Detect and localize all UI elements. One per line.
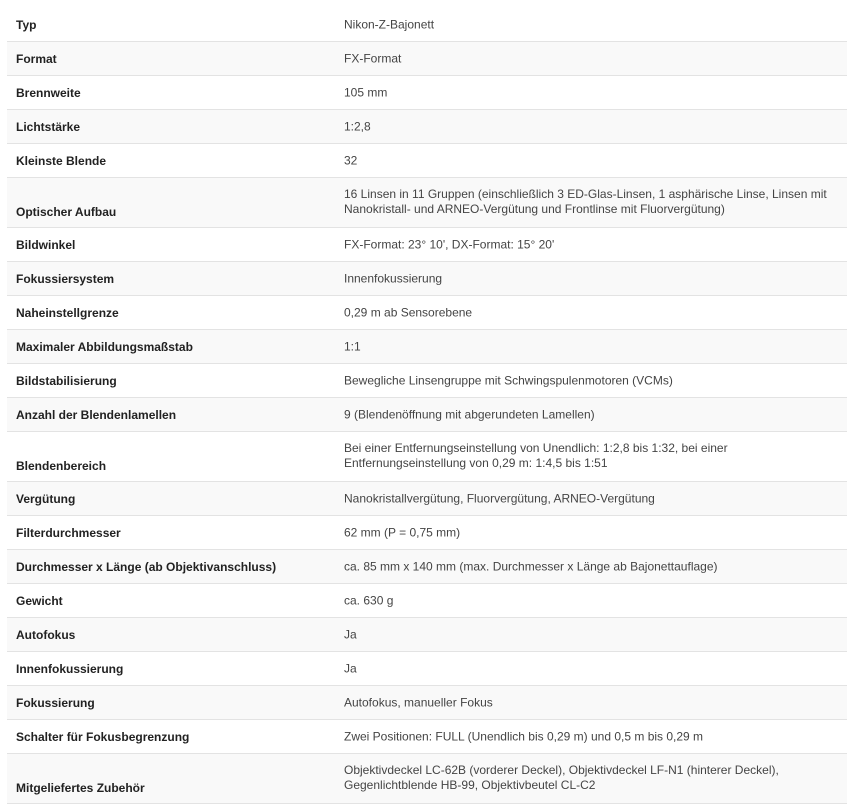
spec-row <box>7 754 847 804</box>
spec-row <box>7 228 847 262</box>
spec-value: 0,29 m ab Sensorebene <box>344 305 473 319</box>
spec-value: ca. 630 g <box>344 593 394 607</box>
spec-value: Nanokristallvergütung, Fluorvergütung, ARNEO-Vergütung <box>344 491 655 505</box>
spec-label: Innenfokussierung <box>16 661 124 676</box>
spec-value: Ja <box>344 627 357 641</box>
spec-row <box>7 262 847 296</box>
spec-row <box>7 516 847 550</box>
spec-value: FX-Format: 23° 10', DX-Format: 15° 20' <box>344 237 555 251</box>
spec-row <box>7 652 847 686</box>
spec-row <box>7 178 847 228</box>
spec-label: Maximaler Abbildungsmaßstab <box>16 339 193 354</box>
spec-row <box>7 686 847 720</box>
spec-label: Fokussierung <box>16 695 95 710</box>
spec-value: 16 Linsen in 11 Gruppen (einschließlich 3 ED-Glas-Linsen, 1 asphärische Linse, Linsen mit Nanokristall- und ARNEO-Vergütung und Frontlinse mit Fluorvergütung) <box>344 187 827 216</box>
spec-label: Optischer Aufbau <box>16 205 117 219</box>
spec-label: Blendenbereich <box>16 459 107 473</box>
spec-label: Schalter für Fokusbegrenzung <box>16 729 190 744</box>
spec-value: 32 <box>344 153 358 167</box>
spec-value: Innenfokussierung <box>344 271 443 285</box>
spec-value: 1:1 <box>344 339 361 353</box>
spec-row <box>7 432 847 482</box>
spec-label: Anzahl der Blendenlamellen <box>16 407 177 422</box>
spec-label: Autofokus <box>16 627 76 642</box>
spec-value: 105 mm <box>344 85 388 99</box>
spec-label: Naheinstellgrenze <box>16 305 119 320</box>
spec-label: Format <box>16 51 57 66</box>
spec-value: Bei einer Entfernungseinstellung von Unendlich: 1:2,8 bis 1:32, bei einer Entfernungseinstellung von 0,29 m: 1:4,5 bis 1:51 <box>344 441 728 470</box>
spec-row <box>7 398 847 432</box>
spec-row <box>7 584 847 618</box>
spec-row <box>7 720 847 754</box>
spec-row <box>7 364 847 398</box>
spec-table <box>7 8 847 804</box>
spec-row <box>7 42 847 76</box>
spec-row <box>7 618 847 652</box>
spec-label: Brennweite <box>16 85 81 100</box>
spec-value: Bewegliche Linsengruppe mit Schwingspulenmotoren (VCMs) <box>344 373 673 387</box>
spec-value: 62 mm (P = 0,75 mm) <box>344 525 461 539</box>
spec-value: Ja <box>344 661 357 675</box>
spec-label: Vergütung <box>16 491 76 506</box>
spec-row <box>7 110 847 144</box>
spec-row <box>7 550 847 584</box>
spec-value: Autofokus, manueller Fokus <box>344 695 493 709</box>
spec-row <box>7 76 847 110</box>
spec-label: Fokussiersystem <box>16 271 115 286</box>
spec-label: Mitgeliefertes Zubehör <box>16 781 145 795</box>
spec-label: Lichtstärke <box>16 119 81 134</box>
spec-label: Typ <box>16 17 37 32</box>
spec-label: Gewicht <box>16 593 63 608</box>
spec-row <box>7 8 847 42</box>
spec-value: FX-Format <box>344 51 402 65</box>
spec-row <box>7 296 847 330</box>
spec-value: ca. 85 mm x 140 mm (max. Durchmesser x Länge ab Bajonettauflage) <box>344 559 718 573</box>
spec-label: Bildwinkel <box>16 237 76 252</box>
spec-value: Nikon-Z-Bajonett <box>344 17 435 31</box>
spec-row <box>7 144 847 178</box>
spec-label: Durchmesser x Länge (ab Objektivanschluss) <box>16 559 277 574</box>
spec-row <box>7 482 847 516</box>
spec-value: 1:2,8 <box>344 119 371 133</box>
spec-label: Kleinste Blende <box>16 153 107 168</box>
spec-value: 9 (Blendenöffnung mit abgerundeten Lamellen) <box>344 407 595 421</box>
spec-row <box>7 330 847 364</box>
spec-label: Filterdurchmesser <box>16 525 121 540</box>
spec-value: Zwei Positionen: FULL (Unendlich bis 0,29 m) und 0,5 m bis 0,29 m <box>344 729 704 743</box>
spec-value: Objektivdeckel LC-62B (vorderer Deckel), Objektivdeckel LF-N1 (hinterer Deckel), Gegenlichtblende HB-99, Objektivbeutel CL-C2 <box>344 763 779 792</box>
spec-label: Bildstabilisierung <box>16 373 117 388</box>
